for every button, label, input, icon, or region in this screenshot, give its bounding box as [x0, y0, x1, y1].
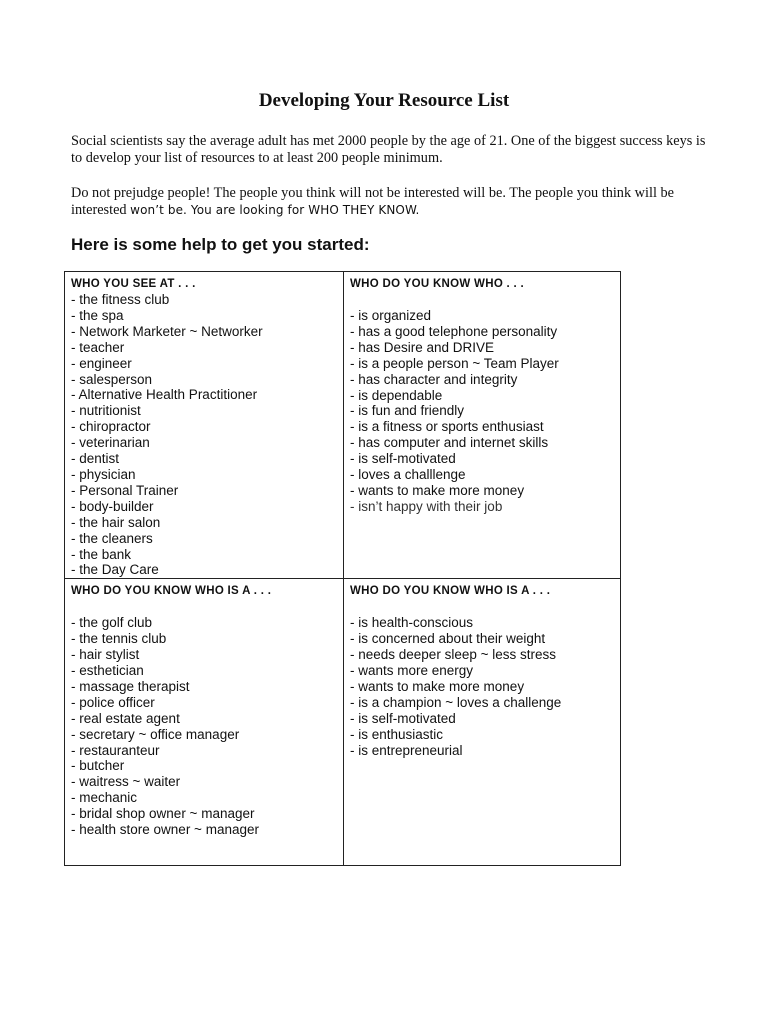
list-item: - has Desire and DRIVE: [350, 339, 495, 355]
list-item: - needs deeper sleep ~ less stress: [350, 647, 556, 663]
list-item: - the tennis club: [71, 631, 167, 647]
advice-text-emphasis: won’t be. You are looking for WHO THEY KNOW.: [130, 203, 420, 217]
list-item: - Alternative Health Practitioner: [71, 387, 258, 403]
list-item: - salesperson: [71, 371, 153, 387]
list-item: - the spa: [71, 307, 124, 323]
list-item: - mechanic: [71, 790, 138, 806]
list-item: - the cleaners: [71, 530, 153, 546]
list-item: - Personal Trainer: [71, 482, 179, 498]
list-item: - is a champion ~ loves a challenge: [350, 694, 562, 710]
list-item: - engineer: [71, 355, 132, 371]
cell-who-you-see: [65, 272, 344, 579]
list-item: - wants to make more money: [350, 678, 525, 694]
list-item: - real estate agent: [71, 710, 180, 726]
list-item: - body-builder: [71, 498, 154, 514]
list-item: - bridal shop owner ~ manager: [71, 806, 255, 822]
list-item: - the golf club: [71, 615, 153, 631]
list-item: - esthetician: [71, 663, 144, 679]
list-item: - the hair salon: [71, 514, 161, 530]
list-item: - is concerned about their weight: [350, 631, 546, 647]
list-item: - health store owner ~ manager: [71, 822, 259, 838]
cell-heading: WHO YOU SEE AT . . .: [71, 278, 196, 290]
item-list: [350, 308, 620, 515]
resource-table: [64, 271, 621, 866]
advice-text: Do not prejudge people! The people you think will not be interested will be. The people you think will be interested: [71, 185, 674, 218]
list-item: - has a good telephone personality: [350, 323, 558, 339]
list-item: - is enthusiastic: [350, 726, 444, 742]
list-item: - restauranteur: [71, 742, 160, 758]
list-item: - massage therapist: [71, 678, 190, 694]
section-heading: Here is some help to get you started:: [71, 235, 370, 254]
list-item: - Network Marketer ~ Networker: [71, 323, 263, 339]
cell-who-is-a-professions: [65, 579, 344, 866]
list-item: - butcher: [71, 758, 125, 774]
list-item: - is fun and friendly: [350, 403, 465, 419]
list-item: - is health-conscious: [350, 615, 474, 631]
list-item: - the Day Care: [71, 562, 159, 578]
list-item: - is a fitness or sports enthusiast: [350, 419, 544, 435]
list-item: - dentist: [71, 451, 120, 467]
list-item: - teacher: [71, 339, 125, 355]
list-item: - wants more energy: [350, 663, 474, 679]
list-item: - is dependable: [350, 387, 443, 403]
list-item: - is self-motivated: [350, 451, 456, 467]
list-item: - is self-motivated: [350, 710, 456, 726]
item-list: [71, 292, 343, 578]
cell-heading: WHO DO YOU KNOW WHO . . .: [350, 278, 525, 290]
table-row: [65, 272, 621, 579]
list-item: - isn’t happy with their job: [350, 498, 503, 514]
list-item: - is organized: [350, 308, 432, 323]
cell-heading: WHO DO YOU KNOW WHO IS A . . .: [71, 585, 272, 598]
list-item: - the bank: [71, 546, 132, 562]
list-item: - has computer and internet skills: [350, 435, 549, 451]
list-item: - waitress ~ waiter: [71, 774, 181, 790]
list-item: - secretary ~ office manager: [71, 726, 240, 742]
cell-who-is-a-traits: [344, 579, 621, 866]
table-row: [65, 579, 621, 866]
list-item: - loves a challlenge: [350, 467, 466, 483]
intro-paragraph: Social scientists say the average adult has met 2000 people by the age of 21. One of the biggest success keys is to develop your list of resources to at least 200 people minimum.: [71, 133, 706, 166]
cell-heading: WHO DO YOU KNOW WHO IS A . . .: [350, 585, 551, 598]
list-item: - has character and integrity: [350, 371, 518, 387]
list-item: - nutritionist: [71, 403, 141, 419]
list-item: - is entrepreneurial: [350, 742, 463, 758]
list-item: - the fitness club: [71, 292, 170, 307]
item-list: [350, 615, 620, 758]
list-item: - hair stylist: [71, 647, 140, 663]
list-item: - chiropractor: [71, 419, 151, 435]
list-item: - police officer: [71, 694, 155, 710]
list-item: - physician: [71, 466, 136, 482]
advice-paragraph: [71, 185, 711, 219]
list-item: - veterinarian: [71, 435, 150, 451]
page-title: Developing Your Resource List: [258, 90, 510, 111]
cell-who-do-you-know: [344, 272, 621, 579]
item-list: [71, 615, 343, 838]
list-item: - wants to make more money: [350, 482, 525, 498]
list-item: - is a people person ~ Team Player: [350, 355, 559, 371]
